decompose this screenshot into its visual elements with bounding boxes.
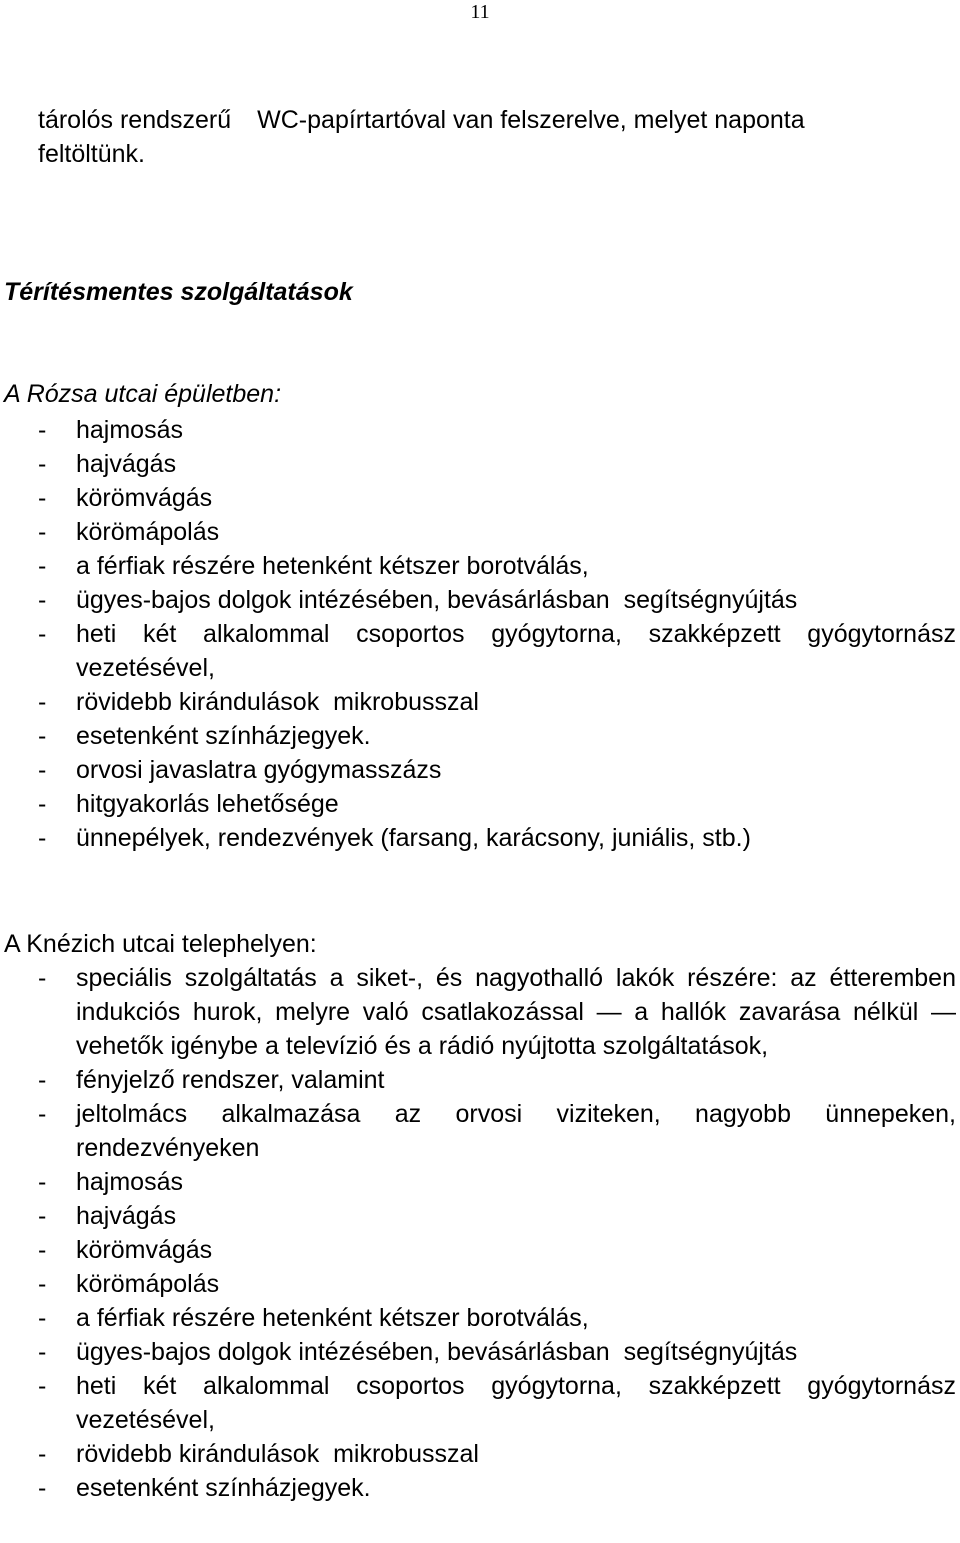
list-item-text: heti két alkalommal csoportos gyógytorna, szakképzett gyógytornász vezetésével, [76, 620, 956, 682]
bullet-dash: - [38, 620, 47, 648]
list-item [4, 1369, 956, 1437]
bullet-dash: - [38, 1168, 47, 1196]
list-item [4, 1437, 956, 1471]
list-item [4, 1165, 956, 1199]
list-item-text: körömápolás [76, 1270, 220, 1298]
bullet-dash: - [38, 552, 47, 580]
list-item-text: ügyes-bajos dolgok intézésében, bevásárlásban segítségnyújtás [76, 1338, 798, 1366]
list-item-text: a férfiak részére hetenként kétszer borotválás, [76, 552, 589, 580]
list-item-text: rövidebb kirándulások mikrobusszal [76, 1440, 479, 1468]
bullet-dash: - [38, 1270, 47, 1298]
list-item-text: esetenként színházjegyek. [76, 1474, 371, 1502]
list-item-text: orvosi javaslatra gyógymasszázs [76, 756, 442, 784]
bullet-dash: - [38, 756, 47, 784]
list-item-text: ügyes-bajos dolgok intézésében, bevásárlásban segítségnyújtás [76, 586, 798, 614]
list-item [4, 787, 956, 821]
knezich-service-list [4, 961, 956, 1505]
list-item-text: jeltolmács alkalmazása az orvosi viziteken, nagyobb ünnepeken, rendezvényeken [76, 1100, 956, 1162]
page-number: 11 [470, 1, 490, 23]
intro-line-1-right: WC-papírtartóval van felszerelve, melyet naponta [257, 106, 805, 134]
free-services-heading: Térítésmentes szolgáltatások [4, 278, 353, 306]
bullet-dash: - [38, 790, 47, 818]
list-item [4, 753, 956, 787]
bullet-dash: - [38, 964, 47, 992]
bullet-dash: - [38, 1440, 47, 1468]
bullet-dash: - [38, 484, 47, 512]
list-item [4, 821, 956, 855]
list-item [4, 481, 956, 515]
list-item [4, 413, 956, 447]
list-item [4, 1233, 956, 1267]
bullet-dash: - [38, 1304, 47, 1332]
bullet-dash: - [38, 450, 47, 478]
list-item-text: körömvágás [76, 1236, 213, 1264]
list-item [4, 617, 956, 685]
list-item [4, 583, 956, 617]
list-item [4, 1301, 956, 1335]
intro-line-2: feltöltünk. [38, 140, 146, 168]
bullet-dash: - [38, 722, 47, 750]
list-item-text: hajmosás [76, 1168, 183, 1196]
list-item [4, 719, 956, 753]
list-item [4, 447, 956, 481]
list-item-text: esetenként színházjegyek. [76, 722, 371, 750]
intro-line-1 [38, 103, 958, 137]
list-item-text: körömápolás [76, 518, 220, 546]
list-item [4, 1471, 956, 1505]
bullet-dash: - [38, 688, 47, 716]
bullet-dash: - [38, 1236, 47, 1264]
intro-paragraph [38, 103, 958, 171]
bullet-dash: - [38, 1372, 47, 1400]
bullet-dash: - [38, 586, 47, 614]
list-item [4, 1097, 956, 1165]
list-item [4, 685, 956, 719]
list-item [4, 515, 956, 549]
list-item-text: rövidebb kirándulások mikrobusszal [76, 688, 479, 716]
list-item-text: heti két alkalommal csoportos gyógytorna, szakképzett gyógytornász vezetésével, [76, 1372, 956, 1434]
list-item-text: körömvágás [76, 484, 213, 512]
list-item [4, 549, 956, 583]
list-item-text: hajvágás [76, 1202, 177, 1230]
list-item [4, 1199, 956, 1233]
bullet-dash: - [38, 1474, 47, 1502]
bullet-dash: - [38, 1066, 47, 1094]
bullet-dash: - [38, 824, 47, 852]
rozsa-service-list [4, 413, 956, 855]
rozsa-heading: A Rózsa utcai épületben: [4, 380, 282, 408]
list-item-text: hitgyakorlás lehetősége [76, 790, 339, 818]
bullet-dash: - [38, 1100, 47, 1128]
list-item-text: ünnepélyek, rendezvények (farsang, karácsony, juniális, stb.) [76, 824, 751, 852]
bullet-dash: - [38, 416, 47, 444]
bullet-dash: - [38, 518, 47, 546]
intro-line-1-left: tárolós rendszerű [38, 106, 232, 134]
list-item [4, 961, 956, 1063]
list-item-text: hajvágás [76, 450, 177, 478]
list-item-text: a férfiak részére hetenként kétszer borotválás, [76, 1304, 589, 1332]
list-item-text: fényjelző rendszer, valamint [76, 1066, 385, 1094]
knezich-heading: A Knézich utcai telephelyen: [4, 930, 317, 958]
list-item [4, 1063, 956, 1097]
list-item-text: hajmosás [76, 416, 183, 444]
list-item-text: speciális szolgáltatás a siket-, és nagyothalló lakók részére: az étteremben indukciós hurok, melyre való csatlakozással — a hallók zavarása nélkül — vehetők igénybe a televízió és a rádió nyújtotta szolgáltatások, [76, 964, 956, 1060]
list-item [4, 1267, 956, 1301]
list-item [4, 1335, 956, 1369]
bullet-dash: - [38, 1202, 47, 1230]
bullet-dash: - [38, 1338, 47, 1366]
